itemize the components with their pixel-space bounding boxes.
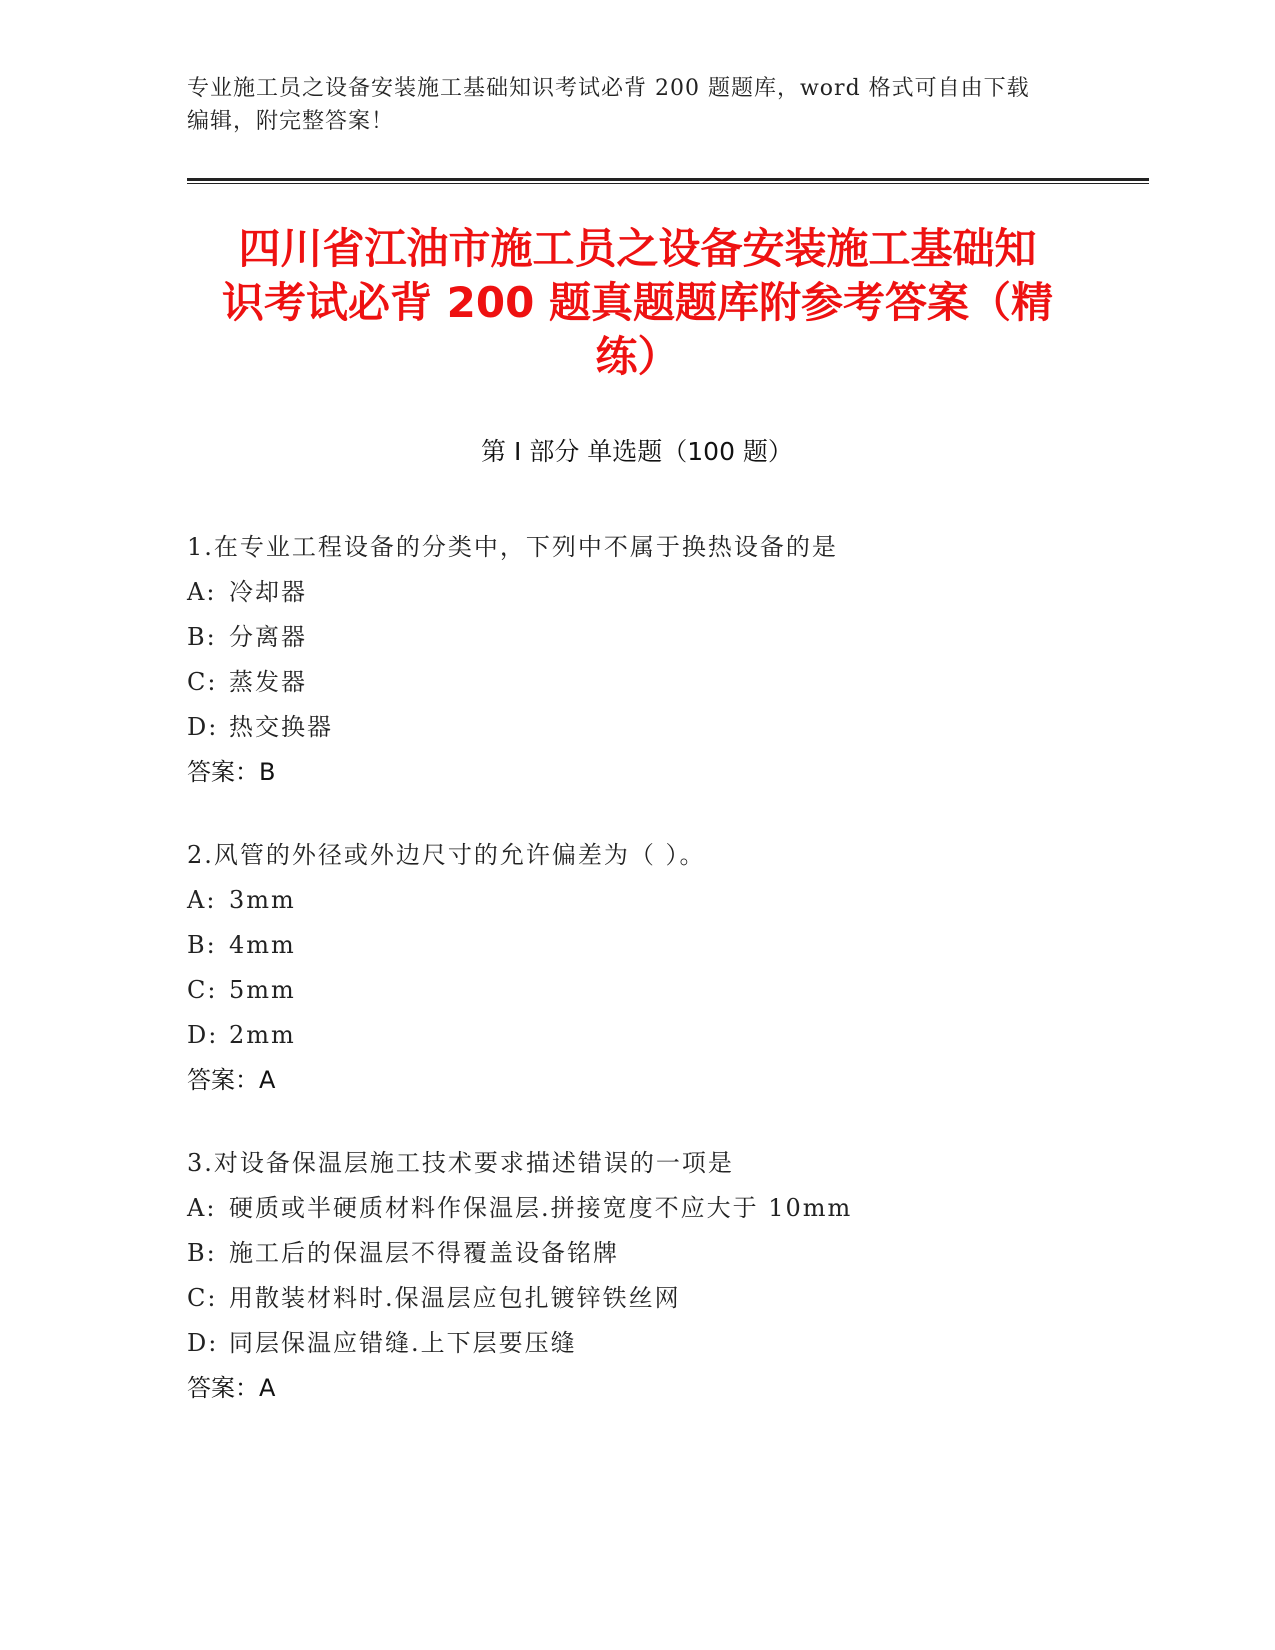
question-2 [187,833,1137,1103]
option-b [187,1231,1137,1276]
option-text: 施工后的保温层不得覆盖设备铭牌 [229,1239,619,1267]
option-letter: D: [187,1021,219,1049]
option-d [187,705,1137,750]
option-letter: D: [187,1329,219,1357]
answer-line: 答案：A [187,1066,276,1094]
header-note-line-2: 编辑，附完整答案！ [187,109,395,134]
header-note-line-1: 专业施工员之设备安装施工基础知识考试必背 200 题题库，word 格式可自由下载 [187,76,1030,101]
header-divider-thick [187,178,1149,181]
question-stem: 2.风管的外径或外边尺寸的允许偏差为（ ）。 [187,841,706,869]
question-stem: 1.在专业工程设备的分类中，下列中不属于换热设备的是 [187,533,838,561]
header-note [187,72,1087,138]
option-text: 2mm [229,1021,296,1049]
section-heading: 第 I 部分 单选题（100 题） [481,437,793,466]
option-text: 用散装材料时.保温层应包扎镀锌铁丝网 [229,1284,681,1312]
document-title [190,222,1085,384]
option-b [187,923,1137,968]
option-c [187,968,1137,1013]
option-c [187,1276,1137,1321]
option-text: 蒸发器 [229,668,307,696]
option-letter: A: [187,886,217,914]
option-a [187,878,1137,923]
question-list [187,525,1137,1449]
option-text: 硬质或半硬质材料作保温层.拼接宽度不应大于 10mm [229,1194,853,1222]
option-text: 4mm [229,931,296,959]
header-divider-thin [187,183,1149,184]
option-letter: C: [187,668,218,696]
option-text: 冷却器 [229,578,307,606]
question-3 [187,1141,1137,1411]
document-title-line-1: 四川省江油市施工员之设备安装施工基础知 [238,224,1037,273]
option-d [187,1013,1137,1058]
option-d [187,1321,1137,1366]
option-c [187,660,1137,705]
option-text: 同层保温应错缝.上下层要压缝 [229,1329,577,1357]
option-letter: A: [187,1194,217,1222]
question-1 [187,525,1137,795]
option-letter: C: [187,1284,218,1312]
option-letter: C: [187,976,218,1004]
question-stem: 3.对设备保温层施工技术要求描述错误的一项是 [187,1149,734,1177]
option-a [187,570,1137,615]
option-letter: A: [187,578,217,606]
option-a [187,1186,1137,1231]
answer-line: 答案：B [187,758,276,786]
option-letter: B: [187,623,217,651]
document-title-line-3: 练） [595,332,680,381]
option-letter: B: [187,1239,217,1267]
option-letter: D: [187,713,219,741]
answer-line: 答案：A [187,1374,276,1402]
option-text: 3mm [229,886,296,914]
option-text: 5mm [229,976,296,1004]
option-text: 分离器 [229,623,307,651]
document-title-line-2: 识考试必背 200 题真题题库附参考答案（精 [222,278,1053,327]
option-letter: B: [187,931,217,959]
option-b [187,615,1137,660]
option-text: 热交换器 [229,713,333,741]
